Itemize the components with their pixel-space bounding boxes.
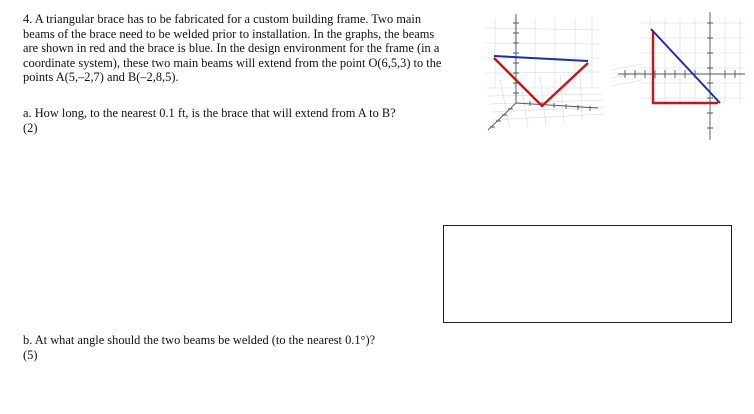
question-a-text: a. How long, to the nearest 0.1 ft, is the brace that will extend from A to B?: [23, 106, 396, 120]
question-b: [23, 333, 483, 362]
brace-line: [494, 56, 588, 61]
question-a-points: (2): [23, 120, 38, 135]
axes: [618, 12, 745, 140]
question-a: [23, 106, 463, 135]
answer-box[interactable]: [443, 225, 732, 323]
question-b-text: b. At what angle should the two beams be welded (to the nearest 0.1°)?: [23, 333, 376, 347]
grid-walls: [612, 18, 745, 103]
problem-statement: [23, 12, 448, 85]
problem-text: 4. A triangular brace has to be fabricated for a custom building frame. Two main beams of the brace need to be welded prior to installation. In the graphs, the beams are shown in red and the brace is blue. In the design environment for the frame (in a coordinate system), these two main beams will extend from the point O(6,5,3) to the points A(5,–2,7) and B(–2,8,5).: [23, 12, 442, 85]
graph-view-2: [610, 8, 750, 143]
question-b-points: (5): [23, 347, 38, 362]
graph-view-1: [480, 8, 605, 138]
grid-floor: [485, 18, 604, 128]
